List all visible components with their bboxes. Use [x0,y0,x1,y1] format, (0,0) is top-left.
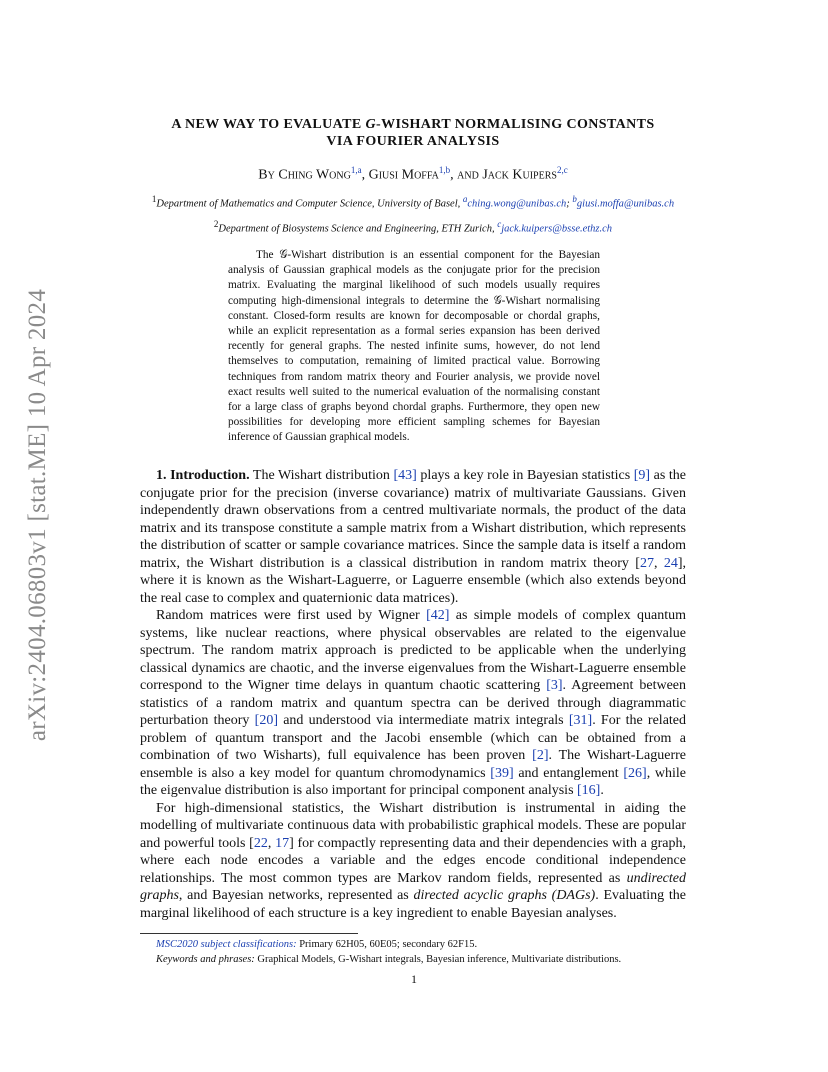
citation-link[interactable]: [3] [546,678,563,693]
email-link-b[interactable]: giusi.moffa@unibas.ch [576,198,675,210]
affiliation-2: $^2$Department of Biosystems Science and Engineering, ETH Zurich, $^c$jack.kuipers@bsse.ethz.ch [213,219,613,235]
author-1-sup[interactable]: 1,a [350,165,362,175]
footnote-msc: MSC2020 subject classifications: Primary 62H05, 60E05; secondary 62F15. [156,939,478,950]
arxiv-identifier [18,280,58,750]
title-line-2: VIA FOURIER ANALYSIS [326,134,500,149]
msc-link[interactable]: MSC2020 subject classifications: [156,939,297,950]
citation-link[interactable]: 27 [639,555,654,571]
citation-link[interactable]: [26] [623,765,647,781]
abstract: The 𝒢-Wishart distribution is an essential component for the Bayesian analysis of Gaussian graphical models as the conjugate prior for the precision matrix. Evaluating the marginal likelihood of such models usually requires computing high-dimensional integrals to determine the 𝒢-Wishart normalising constant. Closed-form results are known for decomposable or chordal graphs, while an explicit representation as a formal series expansion has been derived recently for general graphs. The nested infinite sums, however, do not lend themselves to computation, remaining of limited practical value. Borrowing techniques from random matrix theory and Fourier analysis, we provide novel exact results well suited to the numerical evaluation of the normalising constant for a large class of graphs beyond chordal graphs. Furthermore, they open new possibilities for developing more efficient sampling schemes for Bayesian inference of Gaussian graphical models. [228,249,600,444]
paragraph-1: 1. Introduction. The Wishart distribution [43] plays a key role in Bayesian statistics [9] as the conjugate prior for the precision (inverse covariance) matrix of multivariate Gaussians. Given independently drawn observations from a centred multivariate normals, the product of the data matrix and its transpose constitute a sample matrix from a Wishart distribution, which represents the distribution of scatter or sample covariance matrices. Since the sample data is itself a random matrix, the Wishart distribution is a classical distribution in random matrix theory [27, 24], where it is known as the Wishart-Laguerre, or Laguerre ensemble (which also extends beyond the real case to complex and quaternionic data matrices). [140,468,687,606]
by-label: By [258,167,275,183]
paragraph-2: Random matrices were first used by Wigner [42] as simple models of complex quantum systems, like nuclear reactions, where physical observables are related to the eigenvalue spectrum. The random matrix approach is predicted to be applicable when the underlying classical dynamics are chaotic, and the inverse eigenvalues from the Wishart-Laguerre ensemble correspond to the Wigner time delays in quantum chaotic scattering [3]. Agreement between statistics of a random matrix and quantum spectra can be derived through diagrammatic perturbation theory [20] and understood via intermediate matrix integrals [31]. For the related problem of quantum transport and the Jacobi ensemble (which can be obtained from a combination of two Wisharts), full equivalence has been proven [2]. The Wishart-Laguerre ensemble is also a key model for quantum chromodynamics [39] and entanglement [26], while the eigenvalue distribution is also important for principal component analysis [16]. [140,608,687,798]
author-2-sup[interactable]: 1,b [438,165,451,175]
footnote-rule [140,933,358,934]
email-link-c[interactable]: jack.kuipers@bsse.ethz.ch [501,223,613,235]
citation-link[interactable]: [43] [393,468,417,483]
author-3: Jack Kuipers [482,167,557,183]
page-number: 1 [411,972,417,986]
citation-link[interactable]: [31] [568,713,593,728]
arxiv-identifier-text: arXiv:2404.06803v1 [stat.ME] 10 Apr 2024 [24,288,51,742]
citation-link[interactable]: [9] [633,468,651,483]
citation-link[interactable]: 22 [253,835,268,851]
emphasis: undirected graphs [140,870,686,903]
emphasis: directed acyclic graphs (DAGs) [413,888,596,903]
citation-link[interactable]: [2] [532,748,549,763]
citation-link[interactable]: [42] [426,608,450,623]
paper-title [140,116,686,150]
author-2: Giusi Moffa [368,167,439,183]
citation-link[interactable]: 24 [663,555,678,571]
affiliation-1: $^1$Department of Mathematics and Computer Science, University of Basel, $^a$ching.wong@unibas.ch; $^b$giusi.moffa@unibas.ch [151,194,675,210]
citation-link[interactable]: [39] [490,765,514,781]
citation-link[interactable]: [16] [577,783,601,798]
email-link-a[interactable]: ching.wong@unibas.ch [467,198,567,210]
footnote-keywords: Keywords and phrases: Graphical Models, G-Wishart integrals, Bayesian inference, Multivariate distributions. [156,954,622,965]
section-introduction [140,467,686,922]
author-list: By Ching Wong$^{1,a}$, Giusi Moffa$^{1,b}$, and Jack Kuipers$^{2,c}$ [258,165,568,183]
citation-link[interactable]: 17 [275,835,290,851]
author-1: Ching Wong [278,167,351,183]
citation-link[interactable]: [20] [254,713,278,728]
and-label: , and [450,167,479,183]
paragraph-3: For high-dimensional statistics, the Wishart distribution is instrumental in aiding the modelling of multivariate continuous data with probabilistic graphical models. These are popular and powerful tools [22, 17] for compactly representing data and their dependencies with a graph, where each node encodes a variable and the edges encode conditional independence relationships. The most common types are Markov random fields, represented as undirected graphs, and Bayesian networks, represented as directed acyclic graphs (DAGs). Evaluating the marginal likelihood of each structure is a key ingredient to enable Bayesian analyses. [140,800,686,921]
author-3-sup[interactable]: 2,c [556,165,568,175]
title-line-1: A NEW WAY TO EVALUATE G-WISHART NORMALISING CONSTANTS [171,117,655,132]
section-title: 1. Introduction. [156,468,250,483]
